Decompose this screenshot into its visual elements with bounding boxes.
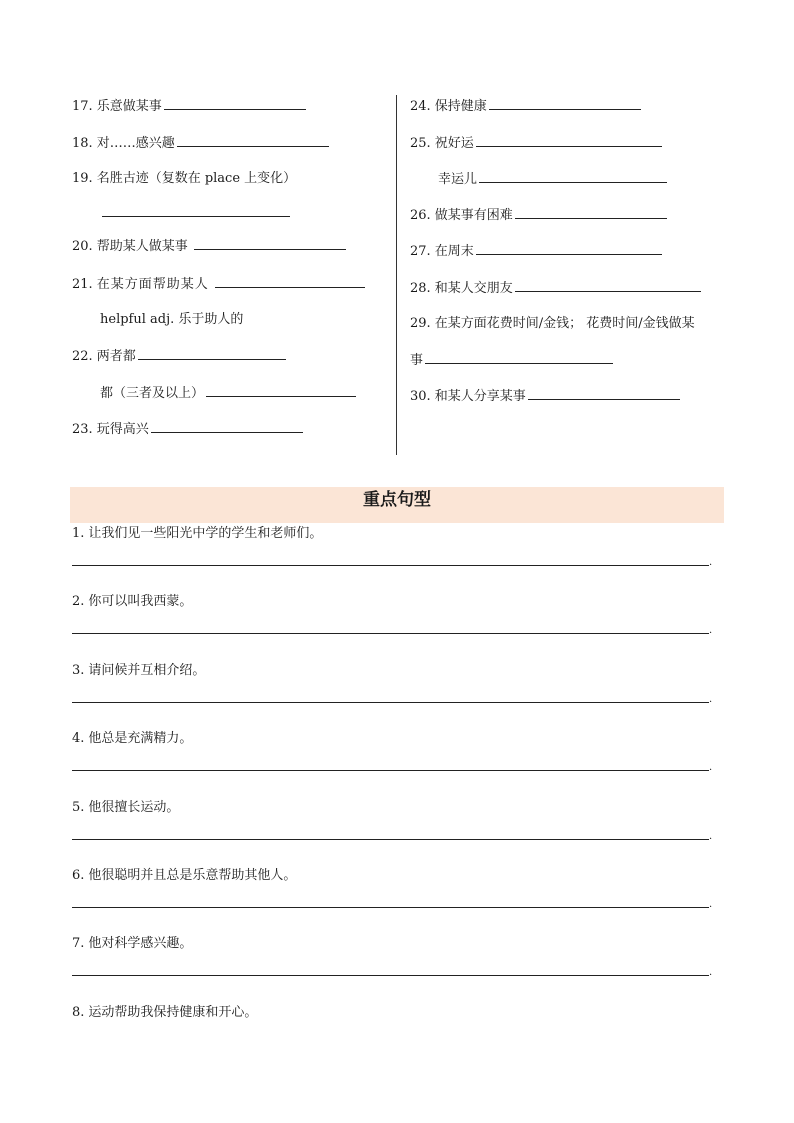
phrase-item-25-sub (438, 169, 667, 190)
item-text: 他对科学感兴趣。 (88, 936, 193, 951)
phrase-item-22-sub (100, 383, 356, 404)
item-number: 30. (410, 389, 431, 404)
item-text: 名胜古迹（复数在 place 上变化） (96, 171, 297, 186)
answer-line[interactable] (72, 975, 709, 976)
item-number: 7. (72, 936, 85, 951)
phrase-item-21 (72, 274, 365, 295)
item-number: 19. (72, 171, 93, 186)
item-text: 乐意做某事 (96, 99, 162, 114)
item-number: 4. (72, 731, 85, 746)
item-number: 26. (410, 208, 431, 223)
item-number: 28. (410, 281, 431, 296)
phrase-item-17 (72, 96, 306, 117)
line-end-mark: . (709, 899, 713, 910)
phrase-note-helpful (100, 310, 243, 330)
sentence-prompt (72, 661, 205, 681)
phrase-item-20 (72, 236, 346, 257)
line-end-mark: . (709, 831, 713, 842)
phrase-item-29-cont (410, 350, 613, 371)
answer-line[interactable] (72, 907, 709, 908)
item-number: 18. (72, 136, 93, 151)
phrase-item-19-answer (100, 203, 290, 224)
line-end-mark: . (709, 694, 713, 705)
item-number: 3. (72, 663, 85, 678)
item-text: 让我们见一些阳光中学的学生和老师们。 (88, 526, 323, 541)
sentence-prompt (72, 798, 179, 818)
answer-blank[interactable] (138, 346, 286, 360)
item-text: 你可以叫我西蒙。 (88, 594, 193, 609)
column-divider (396, 95, 397, 455)
item-number: 1. (72, 526, 85, 541)
answer-blank[interactable] (164, 96, 306, 110)
item-text: 两者都 (96, 349, 136, 364)
item-text: 和某人分享某事 (434, 389, 526, 404)
section-banner (70, 487, 724, 523)
sentence-prompt (72, 866, 296, 886)
answer-blank[interactable] (177, 133, 329, 147)
phrase-item-30 (410, 386, 680, 407)
answer-line[interactable] (72, 770, 709, 771)
sentence-prompt (72, 934, 192, 954)
line-end-mark: . (709, 762, 713, 773)
line-end-mark: . (709, 967, 713, 978)
phrase-item-24 (410, 96, 641, 117)
line-end-mark: . (709, 557, 713, 568)
answer-line[interactable] (72, 839, 709, 840)
item-text: 做某事有困难 (434, 208, 513, 223)
item-number: 6. (72, 868, 85, 883)
sentence-prompt (72, 1003, 257, 1023)
item-number: 5. (72, 800, 85, 815)
item-text: 事 (410, 353, 424, 368)
phrase-item-18 (72, 133, 329, 154)
phrase-item-29 (410, 314, 695, 334)
phrase-item-28 (410, 278, 701, 299)
item-number: 17. (72, 99, 93, 114)
answer-line[interactable] (72, 702, 709, 703)
item-text: 幸运儿 (438, 172, 478, 187)
item-number: 20. (72, 239, 93, 254)
phrase-item-27 (410, 241, 662, 262)
phrase-item-23 (72, 419, 303, 440)
item-text: 请问候并互相介绍。 (88, 663, 206, 678)
item-text: 在周末 (434, 244, 474, 259)
answer-blank[interactable] (479, 169, 667, 183)
answer-blank[interactable] (151, 419, 303, 433)
item-text: 和某人交朋友 (434, 281, 513, 296)
item-number: 27. (410, 244, 431, 259)
sentence-prompt (72, 729, 192, 749)
answer-blank[interactable] (528, 386, 680, 400)
item-text: 他很聪明并且总是乐意帮助其他人。 (88, 868, 297, 883)
line-end-mark: . (709, 625, 713, 636)
item-text: 在某方面花费时间/金钱； 花费时间/金钱做某 (434, 316, 695, 331)
phrase-item-22 (72, 346, 286, 367)
answer-blank[interactable] (425, 350, 613, 364)
sentence-prompt (72, 524, 322, 544)
item-text: 他总是充满精力。 (88, 731, 193, 746)
item-number: 29. (410, 316, 431, 331)
answer-blank[interactable] (206, 383, 356, 397)
item-text: helpful adj. 乐于助人的 (100, 312, 244, 327)
phrase-item-25 (410, 133, 662, 154)
item-text: 保持健康 (434, 99, 487, 114)
item-text: 对……感兴趣 (96, 136, 175, 151)
phrase-item-26 (410, 205, 667, 226)
item-text: 运动帮助我保持健康和开心。 (88, 1005, 258, 1020)
answer-blank[interactable] (476, 133, 662, 147)
answer-blank[interactable] (489, 96, 641, 110)
item-number: 22. (72, 349, 93, 364)
answer-blank[interactable] (215, 274, 365, 288)
answer-line[interactable] (72, 633, 709, 634)
item-text: 他很擅长运动。 (88, 800, 180, 815)
item-number: 23. (72, 422, 93, 437)
item-text: 玩得高兴 (96, 422, 149, 437)
answer-blank[interactable] (515, 205, 667, 219)
phrase-item-19 (72, 169, 296, 189)
item-number: 24. (410, 99, 431, 114)
item-text: 都（三者及以上） (100, 386, 205, 401)
answer-blank[interactable] (194, 236, 346, 250)
section-title: 重点句型 (363, 490, 431, 510)
answer-line[interactable] (72, 565, 709, 566)
item-number: 25. (410, 136, 431, 151)
item-text: 在某方面帮助某人 (96, 277, 209, 292)
answer-blank[interactable] (102, 203, 290, 217)
item-number: 8. (72, 1005, 85, 1020)
item-text: 祝好运 (434, 136, 474, 151)
item-text: 帮助某人做某事 (96, 239, 188, 254)
answer-blank[interactable] (515, 278, 701, 292)
item-number: 2. (72, 594, 85, 609)
sentence-prompt (72, 592, 192, 612)
answer-blank[interactable] (476, 241, 662, 255)
item-number: 21. (72, 277, 93, 292)
